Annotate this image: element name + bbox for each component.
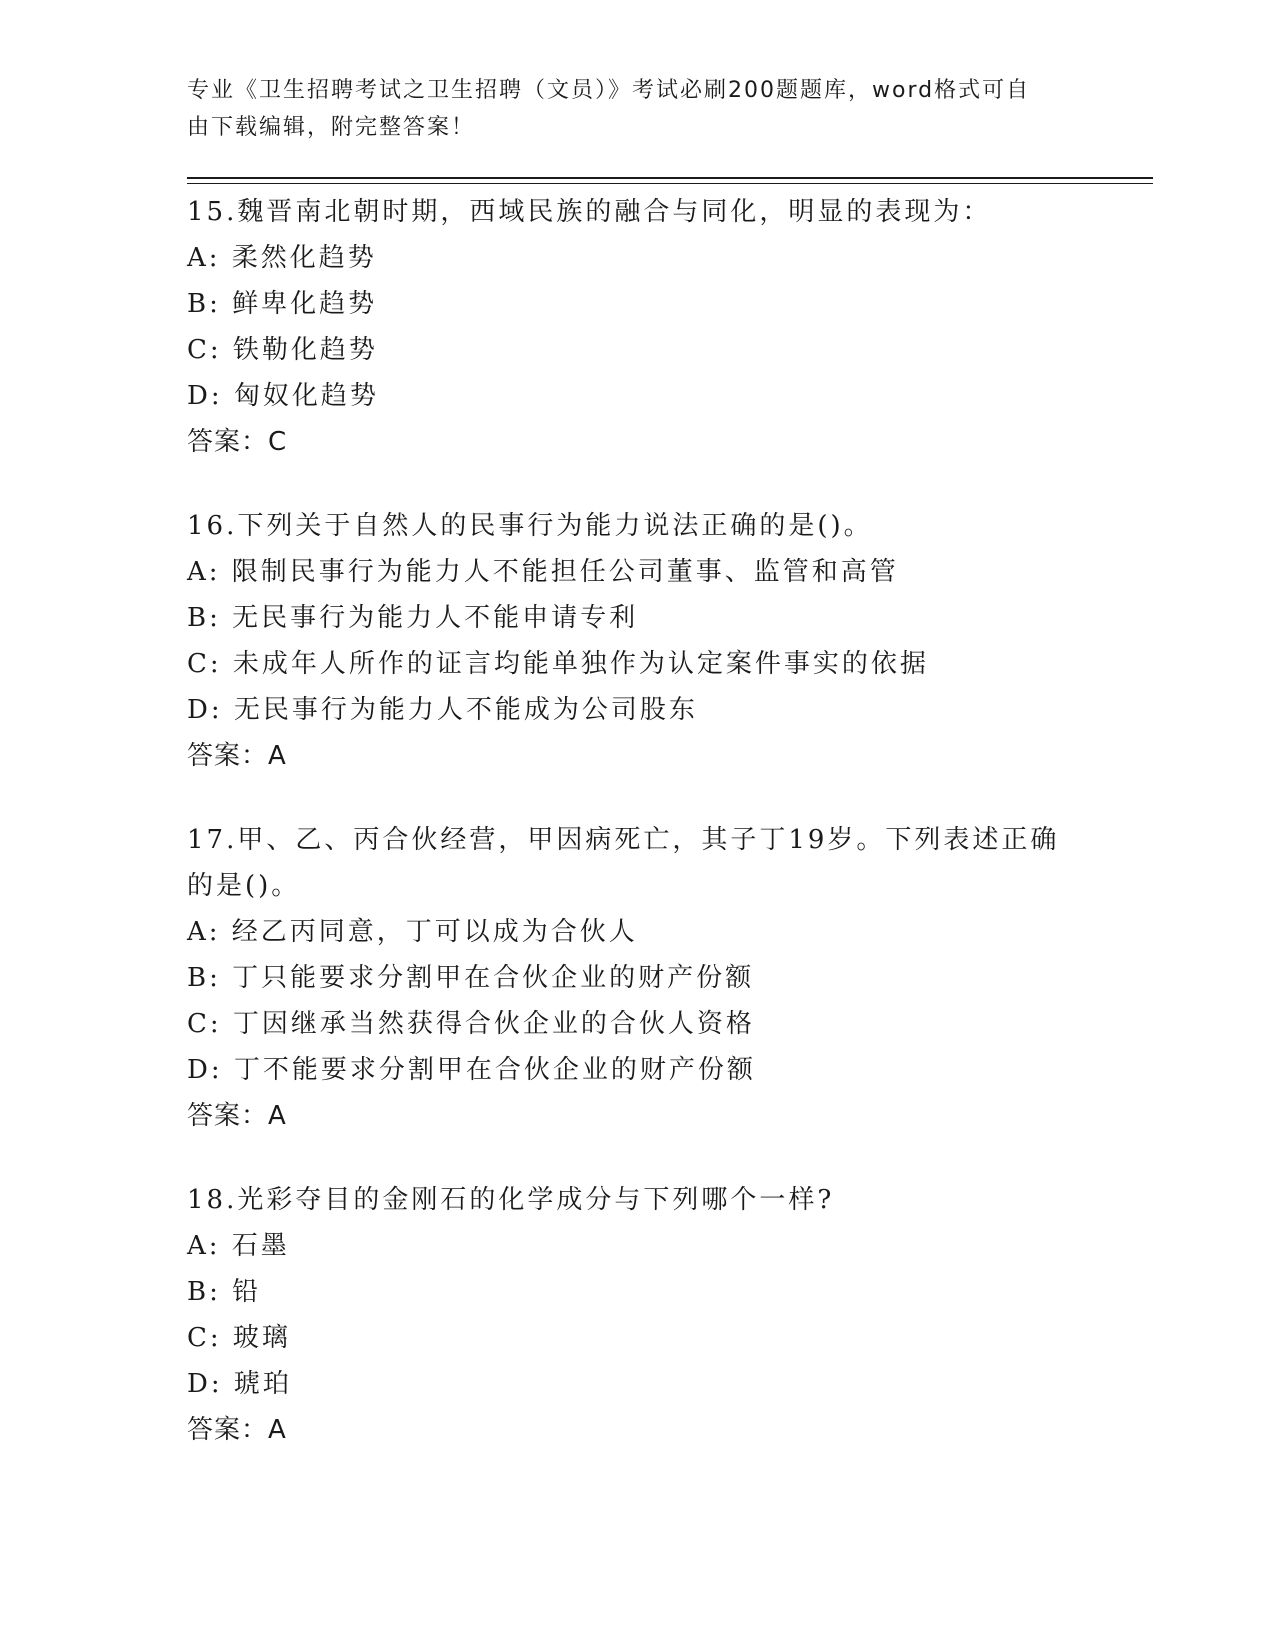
question-stem: 17.甲、乙、丙合伙经营，甲因病死亡，其子丁19岁。下列表述正确 (187, 825, 1060, 855)
option-a: A: 限制民事行为能力人不能担任公司董事、监管和高管 (187, 557, 899, 587)
answer-label: 答案：A (187, 741, 287, 771)
answer-label: 答案：A (187, 1415, 287, 1445)
option-d: D: 琥珀 (187, 1369, 292, 1399)
option-b: B: 鲜卑化趋势 (187, 289, 378, 319)
question-17 (187, 817, 1067, 1139)
header-line-1: 专业《卫生招聘考试之卫生招聘（文员）》考试必刷200题题库，word格式可自 (187, 78, 1031, 103)
question-15 (187, 189, 1067, 465)
question-list (187, 189, 1067, 1491)
document-header (187, 72, 1067, 146)
option-c: C: 未成年人所作的证言均能单独作为认定案件事实的依据 (187, 649, 929, 679)
option-d: D: 匈奴化趋势 (187, 381, 379, 411)
option-b: B: 铅 (187, 1277, 262, 1307)
header-line-2: 由下载编辑，附完整答案！ (187, 115, 476, 140)
answer-label: 答案：C (187, 427, 288, 457)
option-b: B: 无民事行为能力人不能申请专利 (187, 603, 639, 633)
option-d: D: 无民事行为能力人不能成为公司股东 (187, 695, 698, 725)
option-d: D: 丁不能要求分割甲在合伙企业的财产份额 (187, 1055, 756, 1085)
question-stem: 16.下列关于自然人的民事行为能力说法正确的是()。 (187, 511, 873, 541)
question-stem: 15.魏晋南北朝时期，西域民族的融合与同化，明显的表现为： (187, 197, 992, 227)
question-stem-continued: 的是()。 (187, 871, 301, 901)
option-c: C: 铁勒化趋势 (187, 335, 378, 365)
header-divider-thin (187, 183, 1153, 184)
question-stem: 18.光彩夺目的金刚石的化学成分与下列哪个一样? (187, 1185, 835, 1215)
question-18 (187, 1177, 1067, 1453)
option-c: C: 丁因继承当然获得合伙企业的合伙人资格 (187, 1009, 755, 1039)
option-a: A: 柔然化趋势 (187, 243, 377, 273)
question-16 (187, 503, 1067, 779)
option-b: B: 丁只能要求分割甲在合伙企业的财产份额 (187, 963, 755, 993)
answer-label: 答案：A (187, 1101, 287, 1131)
header-divider-thick (187, 177, 1153, 179)
option-a: A: 经乙丙同意，丁可以成为合伙人 (187, 917, 638, 947)
option-c: C: 玻璃 (187, 1323, 291, 1353)
option-a: A: 石墨 (187, 1231, 290, 1261)
